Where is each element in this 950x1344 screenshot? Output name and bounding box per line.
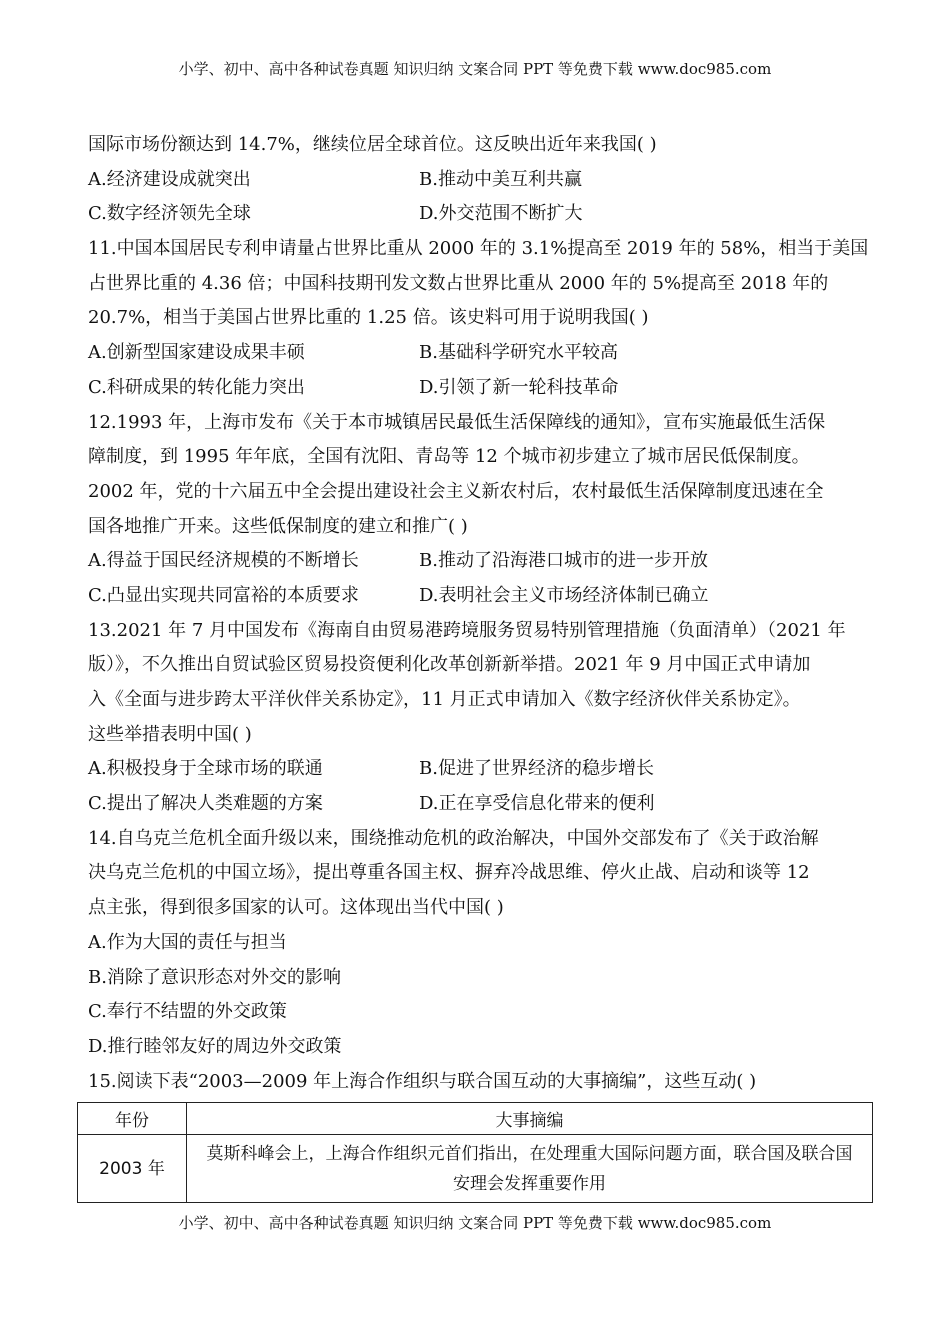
q15-event-table: [77, 1102, 873, 1203]
q10-options-row1: [88, 163, 878, 198]
q12-stem-line: 障制度，到 1995 年年底，全国有沈阳、青岛等 12 个城市初步建立了城市居民低保制度。: [88, 446, 810, 468]
q12-option-a[interactable]: A.得益于国民经济规模的不断增长: [88, 550, 359, 572]
q14-option-a[interactable]: A.作为大国的责任与担当: [88, 931, 287, 953]
q10-option-a[interactable]: A.经济建设成就突出: [88, 168, 251, 190]
q10-option-b[interactable]: B.推动中美互利共赢: [419, 168, 582, 190]
q14-option-b[interactable]: B.消除了意识形态对外交的影响: [88, 966, 341, 988]
q13-option-d[interactable]: D.正在享受信息化带来的便利: [419, 793, 655, 815]
q11-options-row1: [88, 336, 878, 371]
q14-stem-line: 点主张，得到很多国家的认可。这体现出当代中国( ): [88, 897, 504, 919]
q13-option-b[interactable]: B.促进了世界经济的稳步增长: [419, 758, 654, 780]
q13-stem-line: 版）》，不久推出自贸试验区贸易投资便利化改革创新新举措。2021 年 9 月中国正式申请加: [88, 654, 811, 676]
question-content: [88, 128, 878, 1099]
q12-option-b[interactable]: B.推动了沿海港口城市的进一步开放: [419, 550, 708, 572]
q12-stem-line: 12.1993 年，上海市发布《关于本市城镇居民最低生活保障线的通知》，宣布实施最低生活保: [88, 411, 826, 433]
table-header-events: 大事摘编: [187, 1103, 873, 1135]
q14-option-d[interactable]: D.推行睦邻友好的周边外交政策: [88, 1035, 342, 1057]
q13-stem-line: 这些举措表明中国( ): [88, 723, 252, 745]
q11-option-d[interactable]: D.引领了新一轮科技革命: [419, 376, 619, 398]
q15-stem: 15.阅读下表“2003—2009 年上海合作组织与联合国互动的大事摘编”，这些互动( ): [88, 1070, 757, 1092]
q12-stem-line: 国各地推广开来。这些低保制度的建立和推广( ): [88, 515, 468, 537]
q10-stem: 国际市场份额达到 14.7%，继续位居全球首位。这反映出近年来我国( ): [88, 134, 657, 155]
q12-option-d[interactable]: D.表明社会主义市场经济体制已确立: [419, 584, 709, 606]
table-row: [78, 1135, 873, 1203]
q13-option-a[interactable]: A.积极投身于全球市场的联通: [88, 758, 323, 780]
q13-stem-line: 13.2021 年 7 月中国发布《海南自由贸易港跨境服务贸易特别管理措施（负面清单）（2021 年: [88, 619, 846, 641]
q13-options-row1: [88, 752, 878, 787]
q13-option-c[interactable]: C.提出了解决人类难题的方案: [88, 793, 323, 815]
q11-stem-line: 20.7%，相当于美国占世界比重的 1.25 倍。该史料可用于说明我国( ): [88, 307, 649, 329]
table-cell-event: 莫斯科峰会上，上海合作组织元首们指出，在处理重大国际问题方面，联合国及联合国安理会发挥重要作用: [187, 1135, 873, 1203]
q10-option-d[interactable]: D.外交范围不断扩大: [419, 203, 583, 225]
q12-options-row2: [88, 579, 878, 614]
table-cell-year: 2003 年: [78, 1135, 187, 1203]
q12-stem-line: 2002 年，党的十六届五中全会提出建设社会主义新农村后，农村最低生活保障制度迅速在全: [88, 480, 824, 502]
q10-option-c[interactable]: C.数字经济领先全球: [88, 203, 251, 225]
q14-stem-line: 决乌克兰危机的中国立场》，提出尊重各国主权、摒弃冷战思维、停火止战、启动和谈等 12: [88, 862, 810, 884]
q14-option-c[interactable]: C.奉行不结盟的外交政策: [88, 1001, 287, 1023]
table-header-row: [78, 1103, 873, 1135]
q10-options-row2: [88, 197, 878, 232]
q11-option-c[interactable]: C.科研成果的转化能力突出: [88, 376, 305, 398]
q13-stem-line: 入《全面与进步跨太平洋伙伴关系协定》，11 月正式申请加入《数字经济伙伴关系协定》。: [88, 689, 801, 710]
q11-option-a[interactable]: A.创新型国家建设成果丰硕: [88, 342, 305, 364]
q11-stem-line: 11.中国本国居民专利申请量占世界比重从 2000 年的 3.1%提高至 2019 年的 58%，相当于美国: [88, 238, 869, 260]
q12-option-c[interactable]: C.凸显出实现共同富裕的本质要求: [88, 584, 359, 606]
page-header: 小学、初中、高中各种试卷真题 知识归纳 文案合同 PPT 等免费下载 www.doc985.com: [178, 60, 772, 78]
q11-stem-line: 占世界比重的 4.36 倍；中国科技期刊发文数占世界比重从 2000 年的 5%提高至 2018 年的: [88, 272, 829, 294]
table-header-year: 年份: [78, 1103, 187, 1135]
page-footer: 小学、初中、高中各种试卷真题 知识归纳 文案合同 PPT 等免费下载 www.doc985.com: [178, 1214, 772, 1232]
q11-option-b[interactable]: B.基础科学研究水平较高: [419, 342, 618, 364]
q13-options-row2: [88, 787, 878, 822]
q12-options-row1: [88, 544, 878, 579]
q11-options-row2: [88, 371, 878, 406]
q14-stem-line: 14.自乌克兰危机全面升级以来，围绕推动危机的政治解决，中国外交部发布了《关于政治解: [88, 827, 819, 849]
